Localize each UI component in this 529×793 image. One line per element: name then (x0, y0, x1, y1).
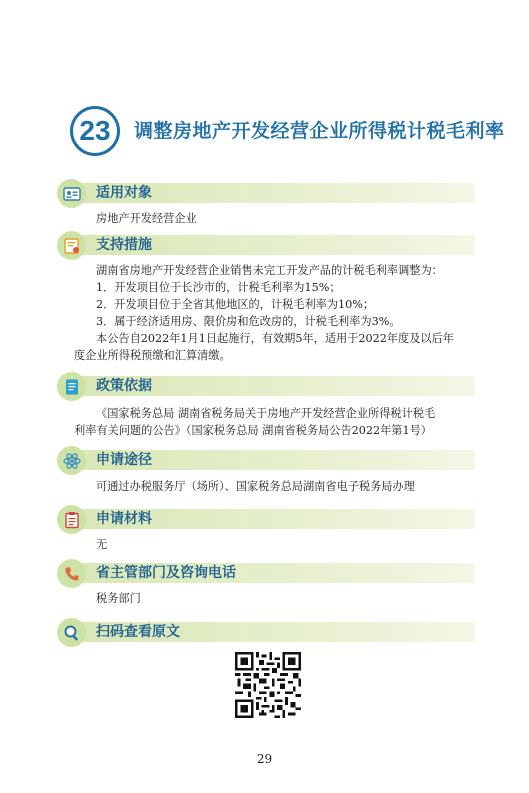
item-number-badge: 23 (70, 106, 120, 156)
page-number: 29 (256, 752, 273, 766)
section-title-measures: 支持措施 (96, 237, 152, 253)
section-title-materials: 申请材料 (96, 511, 152, 527)
section-title-scan: 扫码查看原文 (96, 624, 180, 640)
target-text: 房地产开发经营企业 (96, 212, 197, 225)
page-title-block (70, 106, 505, 158)
clipboard-icon (57, 505, 86, 534)
section-title-basis: 政策依据 (96, 378, 152, 394)
measures-note-line2: 度企业所得税预缴和汇算清缴。 (74, 349, 231, 362)
page-title: 调整房地产开发经营企业所得税计税毛利率 (134, 120, 505, 142)
channel-text: 可通过办税服务厅（场所）、国家税务总局湖南省电子税务局办理 (96, 480, 415, 493)
measures-item-2: 2．开发项目位于全省其他地区的，计税毛利率为10%； (96, 298, 375, 311)
id-card-icon (57, 179, 86, 208)
section-title-department: 省主管部门及咨询电话 (96, 565, 236, 581)
certificate-icon (57, 231, 86, 260)
qr-code[interactable] (235, 652, 301, 718)
basis-line1: 《国家税务总局 湖南省税务局关于房地产开发经营企业所得税计税毛 (96, 407, 436, 420)
section-title-target: 适用对象 (96, 185, 152, 201)
basis-line2: 利率有关问题的公告》（国家税务总局 湖南省税务局公告2022年第1号） (74, 424, 432, 437)
measures-intro: 湖南省房地产开发经营企业销售未完工开发产品的计税毛利率调整为： (96, 264, 443, 277)
materials-text: 无 (96, 538, 108, 551)
atom-icon (57, 446, 86, 475)
document-icon (57, 372, 86, 401)
magnifier-icon (57, 618, 86, 647)
section-title-channel: 申请途径 (96, 452, 152, 468)
department-text: 税务部门 (96, 592, 141, 605)
measures-note-line1: 本公告自2022年1月1日起施行，有效期5年，适用于2022年度及以后年 (96, 332, 454, 345)
measures-item-1: 1．开发项目位于长沙市的，计税毛利率为15%； (96, 281, 341, 294)
phone-icon (57, 559, 86, 588)
measures-item-3: 3．属于经济适用房、限价房和危改房的，计税毛利率为3%。 (96, 315, 401, 328)
